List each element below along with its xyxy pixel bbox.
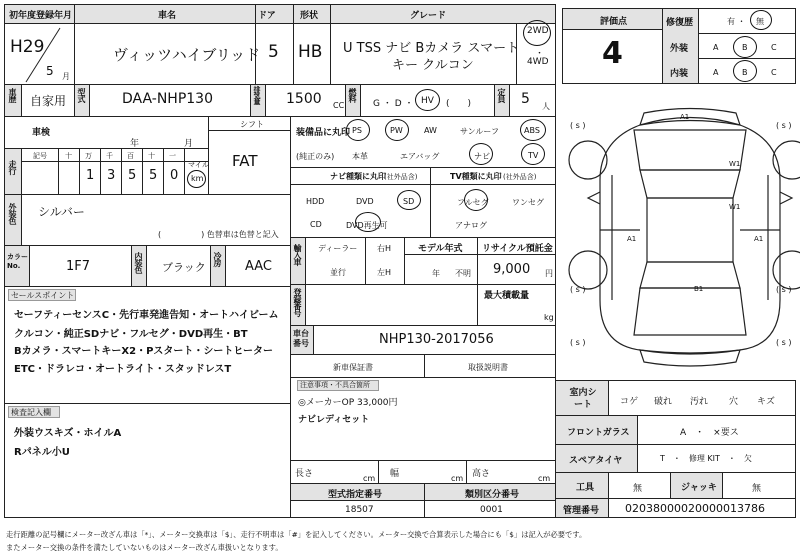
first-registration-label: 初年度登録年月 [9,11,73,21]
fuel-label: 燃料 [348,88,357,102]
repair-none: 無 [756,17,764,26]
mileage-digit: 5 [128,168,137,183]
tools-value: 無 [633,484,643,494]
exterior-grade: B [742,43,748,52]
exterior-grade-label: 外装 [670,44,689,54]
class-number: 0001 [480,505,503,515]
usage-label: 車歴 [8,88,17,102]
seat-label: 室内シート [569,388,597,410]
doors-value: 5 [268,42,279,62]
first-reg-month: 5 [46,64,54,78]
notes-label: 注意事項・不具合箇所 [300,381,370,389]
shift-value: FAT [232,152,258,170]
mileage-digit: 0 [170,168,179,183]
mileage-digit: 5 [149,168,158,183]
windshield-label: フロントガラス [567,428,630,438]
notes-line: ◎メーカーOP 33,000円 [298,398,398,408]
registration-label: 登録番号 [293,288,302,316]
color-value: シルバー [38,205,85,219]
shape-label: 形状 [300,11,319,21]
recycle-value: 9,000 [493,262,531,277]
mileage-digit: 3 [107,168,116,183]
new-car-warranty: 新車保証書 [333,363,373,372]
management-number: 02038000020000013786 [625,502,765,515]
tv-label: TV種類に丸印 [450,172,502,181]
chassis-label: 車台番号 [293,329,309,348]
interior-color-label: 内装色 [134,252,143,273]
recycle-label: リサイクル預託金 [482,244,553,254]
shift-label: シフト [240,120,264,129]
type-number: 18507 [345,505,374,515]
fuel-hv: HV [421,96,434,106]
mileage-unit: km [191,174,204,183]
spare-tire-value: T ・ 修理 KIT ・ 欠 [660,454,752,463]
rating-label: 評価点 [600,17,628,27]
inspector-label: 検査記入欄 [11,408,51,417]
displacement-label: 排気量 [253,86,261,104]
car-name-label: 車名 [158,11,177,21]
overall-score: 4 [602,36,623,71]
interior-grade: B [742,68,748,77]
jack-label: ジャッキ [681,483,717,493]
windshield-value: A ・ ×要ス [680,428,739,438]
navi-label: ナビ種類に丸印 [330,172,386,181]
notes-line: ナビレディセット [298,415,370,425]
model-year-label: モデル年式 [418,244,463,254]
fuel-options: G ・ D ・ [373,99,414,109]
color-label: 外装色 [8,203,17,224]
inspection-label: 車検 [32,128,51,138]
color-no-label: カラーNo. [7,253,28,270]
model-label: 型式 [77,88,86,102]
grade-line2: キー クルコン [392,58,474,73]
equipment-label: 装備品に丸印 [296,128,351,138]
tools-label: 工具 [576,483,595,493]
car-name: ヴィッツハイブリッド [113,46,261,64]
jack-value: 無 [752,484,762,494]
first-reg-year: H29 [10,37,45,57]
capacity-value: 5 [521,91,530,107]
footer-note: 走行距離の記号欄にメーター改ざん車は「*」、メーター交換車は「$」、走行不明車は「#」を記入してください。メーター交換で合算表示した場合にも「$」は記入が必要です。 [6,530,587,539]
chassis-number: NHP130-2017056 [379,332,494,347]
usage-value: 自家用 [30,94,67,108]
interior-grade-label: 内装 [670,69,689,79]
class-number-label: 類別区分番号 [465,490,520,500]
type-number-label: 型式指定番号 [328,490,383,500]
max-load-label: 最大積載量 [484,291,530,301]
management-number-label: 管理番号 [563,506,600,516]
model-code: DAA-NHP130 [122,91,213,107]
mileage-digit: 1 [86,168,95,183]
repair-history-label: 修復歴 [666,18,694,28]
ac-value: AAC [245,259,272,274]
grade-label: グレード [410,11,447,21]
shape-value: HB [298,42,323,62]
capacity-label: 定員 [497,88,506,102]
grade-line1: U TSS ナビ Bカメラ スマート [343,41,520,56]
displacement-value: 1500 [286,91,322,107]
footer-note-2: またメーター交換の条件を満たしていないものはメーター改ざん車扱いとなります。 [6,543,283,552]
sales-points-label: セールスポイント [11,291,75,300]
ac-label: 冷房 [213,252,222,266]
import-label: 輸入車 [293,244,302,265]
mileage-label: 走行 [8,160,17,174]
spare-tire-label: スペアタイヤ [569,456,623,466]
doors-label: ドア [258,11,276,21]
drive-2wd: 2WD [527,26,549,36]
color-no-value: 1F7 [66,259,91,274]
drive-4wd: 4WD [527,57,549,67]
owner-manual: 取扱説明書 [468,363,508,372]
interior-color-value: ブラック [162,261,206,274]
